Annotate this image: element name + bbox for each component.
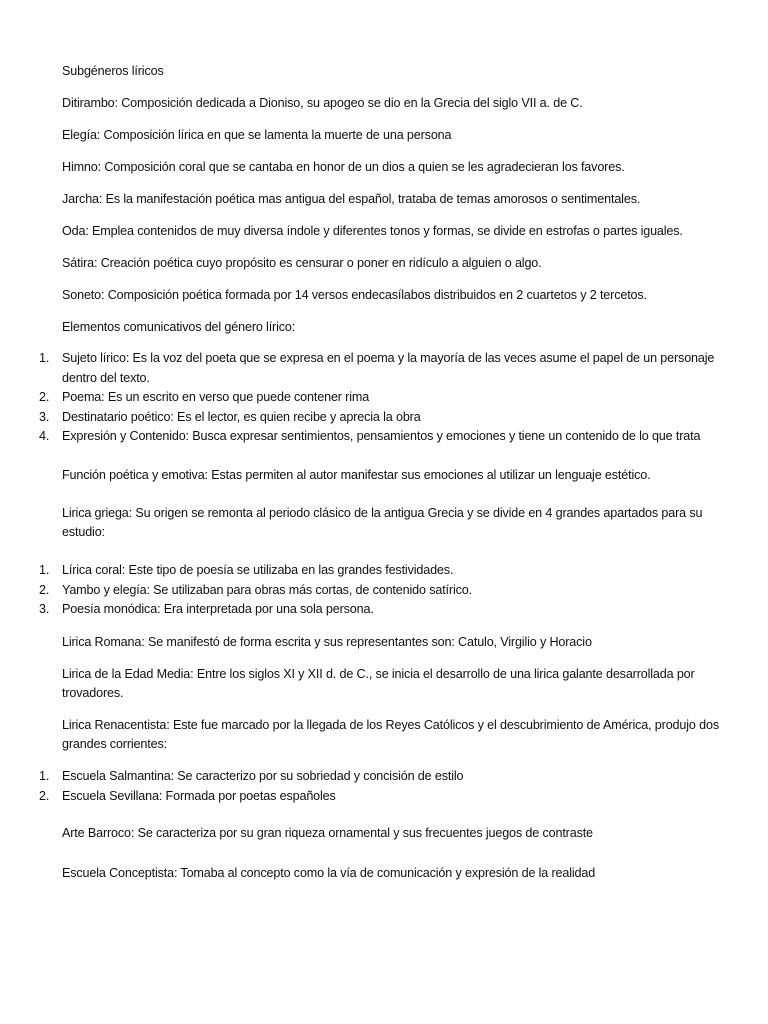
paragraph-escuela-conceptista: Escuela Conceptista: Tomaba al concepto como la vía de comunicación y expresión de la realidad (62, 866, 596, 880)
list-number: 2. (39, 788, 50, 803)
list-text: Escuela Sevillana: Formada por poetas españoles (62, 788, 336, 803)
paragraph-soneto: Soneto: Composición poética formada por 14 versos endecasílabos distribuidos en 2 cuartetos y 2 tercetos. (62, 288, 647, 302)
paragraph-lirica-griega: Lirica griega: Su origen se remonta al periodo clásico de la antigua Grecia y se divide en 4 grandes apartados para su estudio: (62, 506, 703, 539)
list-item (0, 600, 728, 620)
list-text: Sujeto lírico: Es la voz del poeta que se expresa en el poema y la mayoría de las veces asume el papel de un personaje dentro del texto. (62, 351, 715, 385)
paragraph-jarcha: Jarcha: Es la manifestación poética mas antigua del español, trataba de temas amorosos o sentimentales. (62, 192, 641, 206)
list-item (0, 561, 728, 581)
list-item (0, 349, 728, 388)
paragraph-ditirambo: Ditirambo: Composición dedicada a Dioniso, su apogeo se dio en la Grecia del siglo VII a. de C. (62, 96, 583, 110)
paragraph-satira: Sátira: Creación poética cuyo propósito es censurar o poner en ridículo a alguien o algo. (62, 256, 542, 270)
paragraph-lirica-romana: Lirica Romana: Se manifestó de forma escrita y sus representantes son: Catulo, Virgilio y Horacio (62, 635, 592, 649)
paragraph-oda: Oda: Emplea contenidos de muy diversa índole y diferentes tonos y formas, se divide en estrofas o partes iguales. (62, 224, 683, 238)
list-item (0, 388, 728, 408)
list-text: Yambo y elegía: Se utilizaban para obras más cortas, de contenido satírico. (62, 582, 472, 597)
list-number: 1. (39, 769, 50, 783)
list-number: 3. (39, 602, 50, 616)
paragraph-funcion: Función poética y emotiva: Estas permiten al autor manifestar sus emociones al utilizar un lenguaje estético. (62, 468, 651, 482)
heading-subgeneros: Subgéneros líricos (62, 64, 164, 78)
list-number: 2. (39, 582, 50, 597)
paragraph-arte-barroco: Arte Barroco: Se caracteriza por su gran riqueza ornamental y sus frecuentes juegos de contraste (62, 826, 593, 840)
paragraph-lirica-edad-media: Lirica de la Edad Media: Entre los siglos XI y XII d. de C., se inicia el desarrollo de una lirica galante desarrollada por trovadores. (62, 667, 695, 700)
list-number: 1. (39, 563, 50, 577)
list-item (0, 767, 728, 787)
list-number: 2. (39, 390, 50, 404)
paragraph-lirica-renacentista: Lirica Renacentista: Este fue marcado por la llegada de los Reyes Católicos y el descubrimiento de América, produjo dos grandes corrientes: (62, 718, 719, 751)
list-text: Lírica coral: Este tipo de poesía se utilizaba en las grandes festividades. (62, 563, 454, 577)
list-item (0, 581, 728, 601)
list-item (0, 787, 728, 807)
paragraph-himno: Himno: Composición coral que se cantaba en honor de un dios a quien se les agradecieran los favores. (62, 160, 625, 174)
list-item (0, 408, 728, 428)
list-text: Poema: Es un escrito en verso que puede contener rima (62, 390, 370, 404)
list-elementos (0, 349, 768, 447)
list-number: 3. (39, 409, 50, 424)
list-item (0, 427, 728, 447)
list-text: Destinatario poético: Es el lector, es quien recibe y aprecia la obra (62, 409, 421, 424)
heading-elementos: Elementos comunicativos del género lírico: (62, 320, 296, 334)
list-number: 1. (39, 351, 50, 365)
paragraph-elegia: Elegía: Composición lírica en que se lamenta la muerte de una persona (62, 128, 452, 142)
list-text: Poesía monódica: Era interpretada por una sola persona. (62, 602, 374, 616)
list-lirica-griega (0, 561, 768, 620)
list-text: Expresión y Contenido: Busca expresar sentimientos, pensamientos y emociones y tiene un contenido de lo que trata (62, 429, 701, 443)
list-text: Escuela Salmantina: Se caracterizo por su sobriedad y concisión de estilo (62, 769, 464, 783)
list-number: 4. (39, 429, 50, 443)
list-lirica-renacentista (0, 767, 768, 806)
